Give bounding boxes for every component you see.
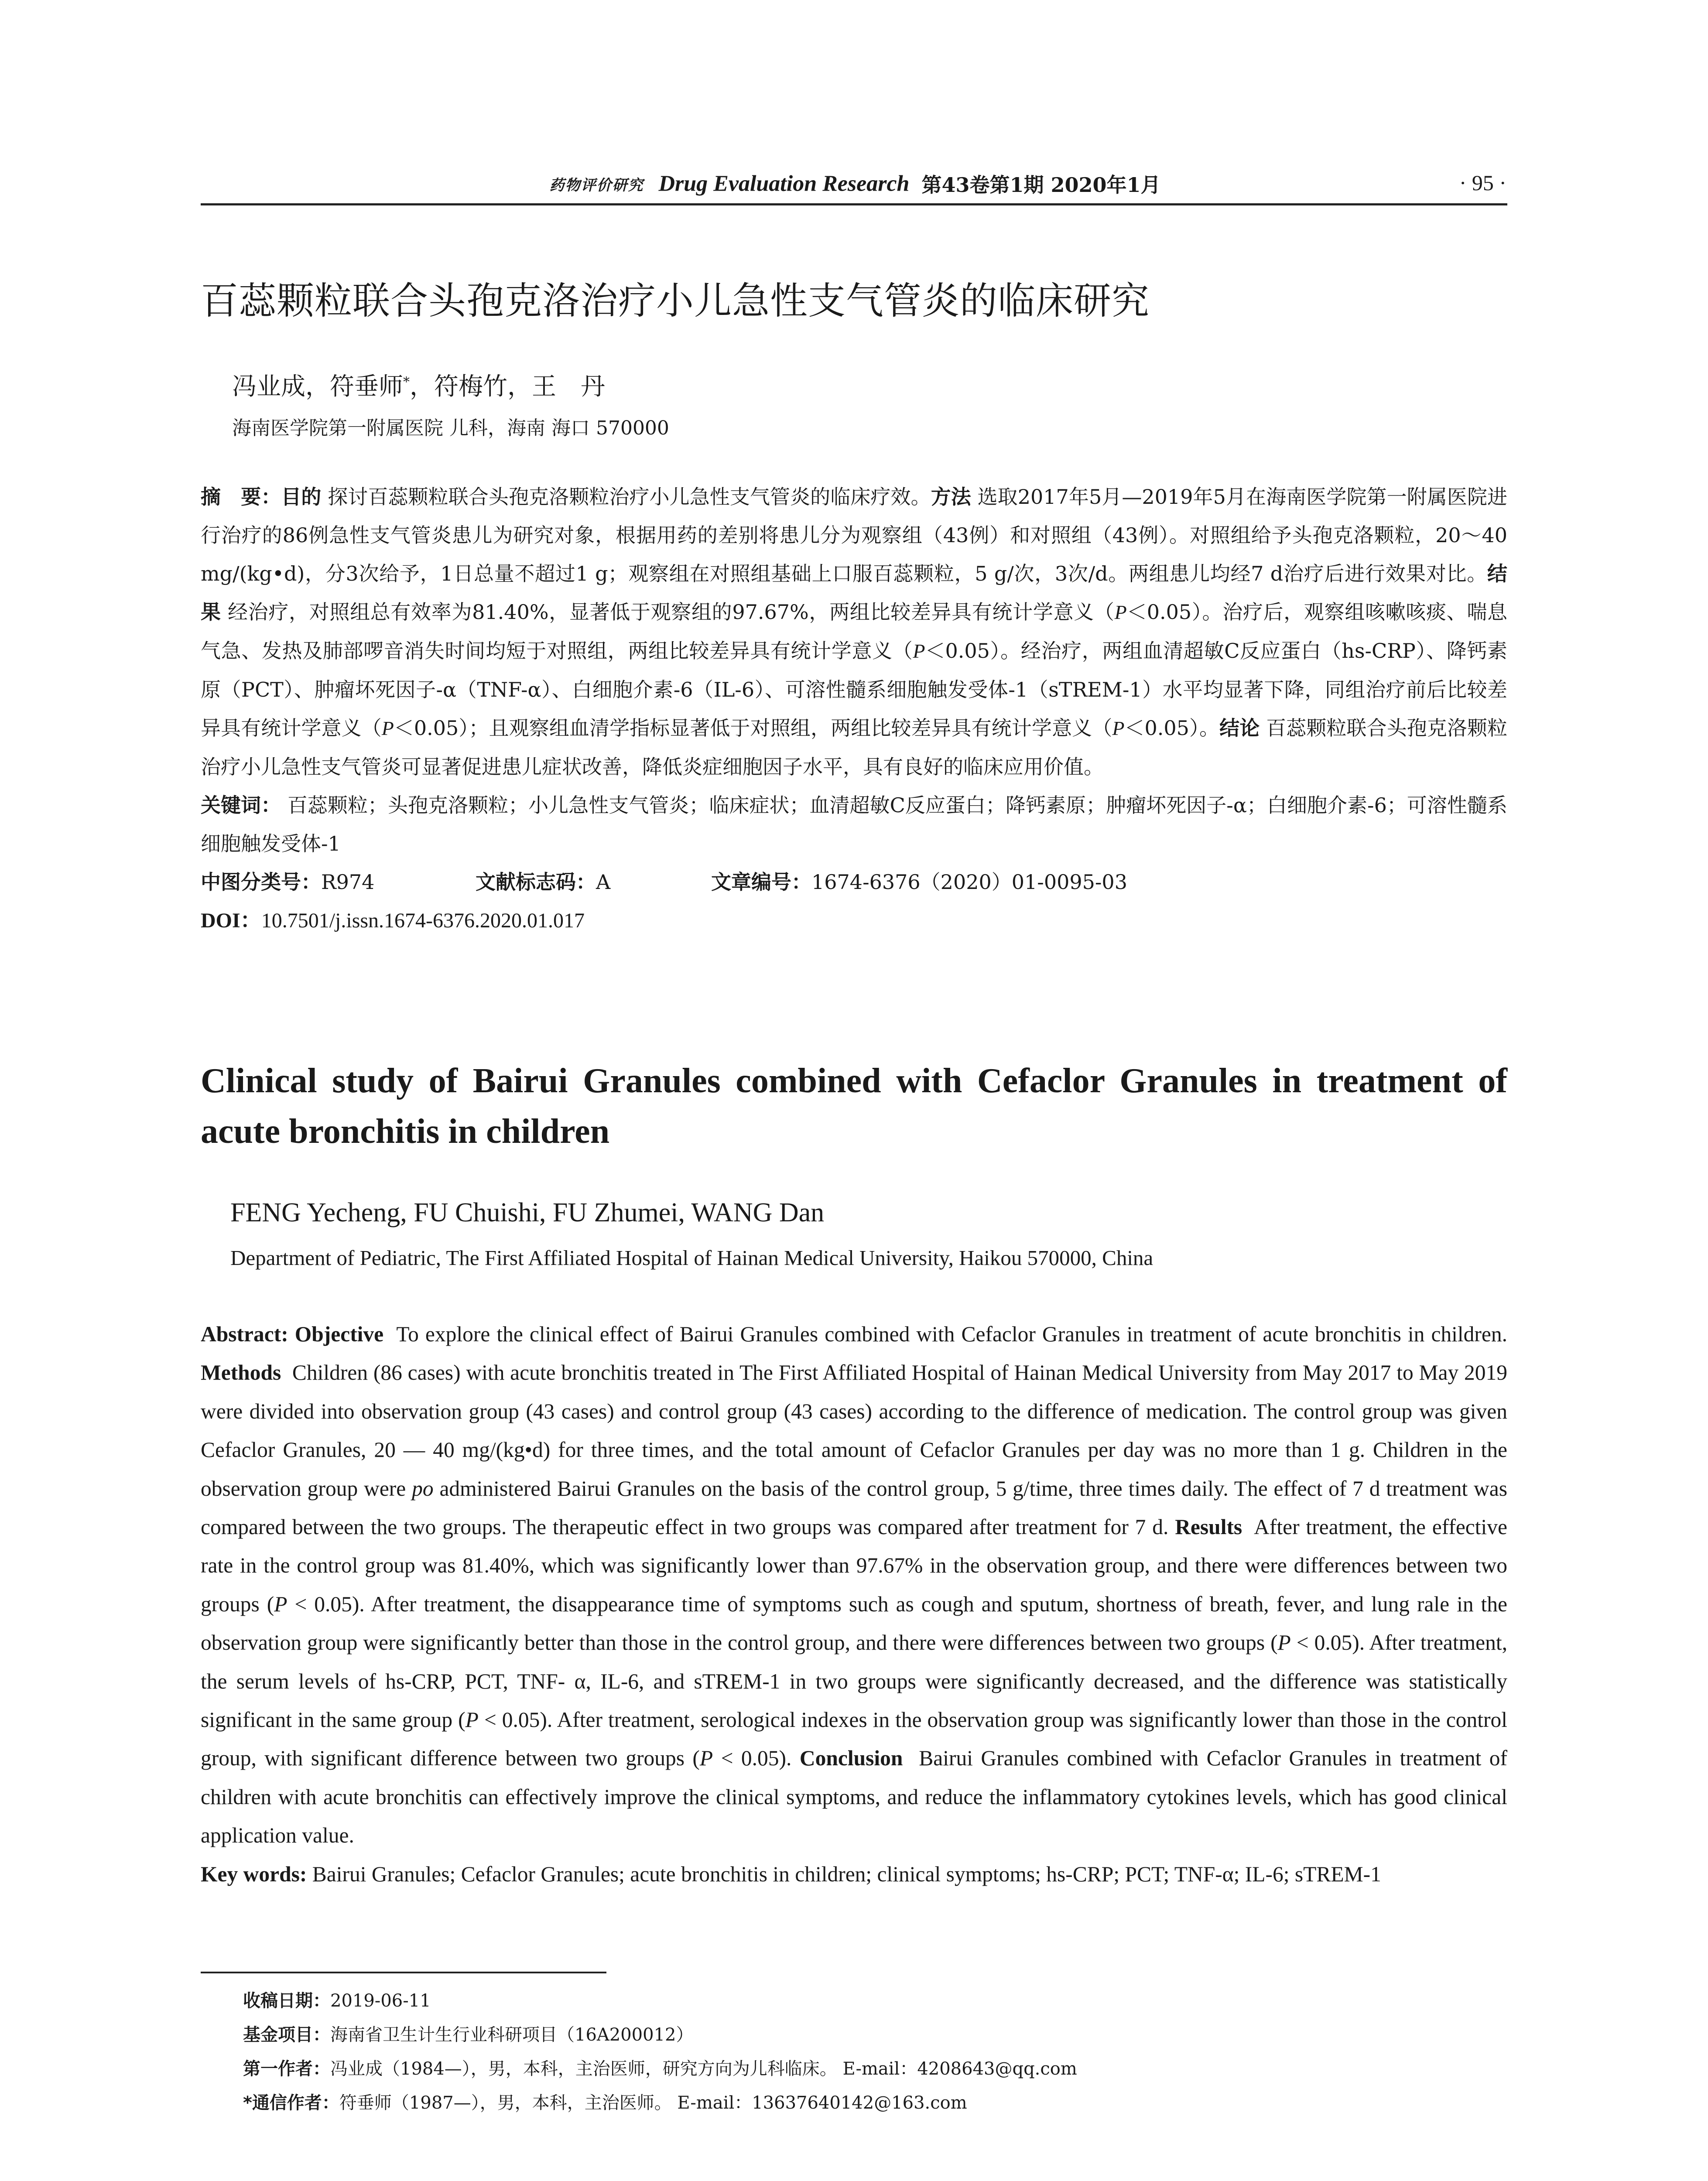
en-affiliation: Department of Pediatric, The First Affiliated Hospital of Hainan Medical University, Haikou 570000, China bbox=[230, 1246, 1153, 1270]
en-results-text-5: < 0.05). bbox=[721, 1746, 792, 1771]
doi-label: DOI： bbox=[201, 909, 261, 932]
en-p-symbol: P bbox=[465, 1708, 479, 1732]
page-number: · 95 · bbox=[1459, 171, 1506, 195]
en-title: Clinical study of Bairui Granules combined with Cefaclor Granules in treatment of acute bronchitis in children bbox=[201, 1062, 1507, 1151]
received-value: 2019-06-11 bbox=[330, 1991, 431, 2011]
journal-logo: 药物评价研究 bbox=[549, 176, 644, 194]
cn-p-symbol: P bbox=[1112, 717, 1125, 739]
cn-conclusion-text: 百蕊颗粒联合头孢克洛颗粒治疗小儿急性支气管炎可显著促进患儿症状改善，降低炎症细胞因子水平，具有良好的临床应用价值。 bbox=[201, 716, 1508, 779]
header-rule bbox=[201, 203, 1507, 205]
clc-label: 中图分类号： bbox=[201, 870, 321, 894]
cn-classification-row bbox=[201, 863, 1507, 901]
doc-code-label: 文献标志码： bbox=[476, 870, 596, 894]
cn-abstract-block bbox=[201, 478, 1507, 940]
cn-abstract bbox=[201, 478, 1507, 786]
first-author-label: 第一作者： bbox=[243, 2059, 330, 2079]
en-methods-text-2: administered Bairui Granules on the basis of the control group, 5 g/time, three times daily. The effect of 7 d treatment was compared between the two groups. The therapeutic effect in two groups was compared after treatment for 7 d. bbox=[201, 1476, 1508, 1539]
cn-results-text-1: 经治疗，对照组总有效率为81.40%，显著低于观察组的97.67%，两组比较差异具有统计学意义（ bbox=[228, 600, 1115, 624]
en-methods-text-1: Children (86 cases) with acute bronchitis treated in The First Affiliated Hospital of Hainan Medical University from May 2017 to May 2019 were divided into observation group (43 cases) and control group (43 cases) according to the difference of medication. The control group was given Cefaclor Granules, 20 — 40 mg/(kg•d) for three times, and the total amount of Cefaclor Granules per day was no more than 1 g. Children in the observation group were bbox=[201, 1361, 1508, 1501]
corresponding-mark: * bbox=[403, 374, 410, 390]
article-no-value: 1674-6376（2020）01-0095-03 bbox=[811, 870, 1127, 894]
en-results-label: Results bbox=[1175, 1515, 1242, 1539]
footnotes bbox=[243, 1984, 1077, 2120]
en-keywords-label: Key words: bbox=[201, 1862, 307, 1886]
cn-objective-text: 探讨百蕊颗粒联合头孢克洛颗粒治疗小儿急性支气管炎的临床疗效。 bbox=[328, 485, 931, 509]
doc-code-value: A bbox=[596, 870, 611, 894]
cn-authors bbox=[232, 367, 605, 402]
en-abstract-block bbox=[201, 1315, 1507, 1894]
cn-conclusion-label: 结论 bbox=[1219, 716, 1260, 740]
cn-p-symbol: P bbox=[913, 640, 925, 662]
en-results-text-1: After treatment, the effective rate in the control group was 81.40%, which was significantly lower than 97.67% in the observation group, and there were differences between two groups ( bbox=[201, 1515, 1507, 1616]
cn-p-symbol: P bbox=[381, 717, 394, 739]
en-results-text-2: < 0.05). After treatment, the disappearance time of symptoms such as cough and sputum, shortness of breath, fever, and lung rale in the observation group were significantly better than those in the control group, and there were differences between two groups ( bbox=[201, 1592, 1507, 1655]
clc-value: R974 bbox=[321, 870, 375, 894]
cn-title: 百蕊颗粒联合头孢克洛治疗小儿急性支气管炎的临床研究 bbox=[201, 279, 1150, 323]
cn-keywords bbox=[201, 786, 1507, 863]
en-objective-label: Objective bbox=[294, 1322, 384, 1346]
article-no-label: 文章编号： bbox=[711, 870, 811, 894]
cn-methods-text: 选取2017年5月—2019年5月在海南医学院第一附属医院进行治疗的86例急性支气管炎患儿为研究对象，根据用药的差别将患儿分为观察组（43例）和对照组（43例）。对照组给予头孢克洛颗粒，20～40 mg/(kg•d)，分3次给予，1日总量不超过1 g；观察组在对照组基础上口服百蕊颗粒，5 g/次，3次/d。两组患儿均经7 d治疗后进行效果对比。 bbox=[201, 485, 1508, 585]
running-header bbox=[201, 169, 1509, 200]
cn-results-text-5: ＜0.05）。 bbox=[1124, 716, 1220, 740]
footnote-first-author bbox=[243, 2052, 1077, 2086]
en-results-text-4: < 0.05). After treatment, serological indexes in the observation group was significantly lower than those in the control group, with significant difference between two groups ( bbox=[201, 1708, 1507, 1771]
journal-name: Drug Evaluation Research bbox=[658, 171, 910, 196]
en-p-symbol: P bbox=[699, 1746, 713, 1771]
cn-results-text-4: ＜0.05）；且观察组血清学指标显著低于对照组，两组比较差异具有统计学意义（ bbox=[394, 716, 1112, 740]
footnote-corresponding bbox=[243, 2086, 1077, 2120]
en-authors: FENG Yecheng, FU Chuishi, FU Zhumei, WANG Dan bbox=[230, 1198, 825, 1227]
en-keywords-text: Bairui Granules; Cefaclor Granules; acute bronchitis in children; clinical symptoms; hs-CRP; PCT; TNF-α; IL-6; sTREM-1 bbox=[312, 1862, 1381, 1886]
en-results-text-3: < 0.05). After treatment, the serum levels of hs-CRP, PCT, TNF- α, IL-6, and sTREM-1 in two groups were significantly decreased, and the difference was statistically significant in the same group ( bbox=[201, 1631, 1507, 1732]
en-p-symbol: P bbox=[274, 1592, 288, 1616]
en-methods-label: Methods bbox=[201, 1361, 281, 1385]
corresponding-value: 符垂师（1987—），男，本科，主治医师。 E-mail：13637640142@163.com bbox=[339, 2093, 967, 2113]
footnote-received bbox=[243, 1984, 1077, 2018]
cn-methods-label: 方法 bbox=[931, 485, 971, 509]
cn-doi bbox=[201, 901, 1507, 940]
footnote-rule bbox=[201, 1972, 606, 1973]
journal-issue: 第43卷第1期 2020年1月 bbox=[921, 173, 1161, 197]
received-label: 收稿日期： bbox=[243, 1991, 330, 2011]
corresponding-label: *通信作者： bbox=[243, 2093, 339, 2113]
cn-authors-rest: ，符梅竹，王 丹 bbox=[410, 373, 605, 401]
en-abstract bbox=[201, 1315, 1507, 1855]
doi-value: 10.7501/j.issn.1674-6376.2020.01.017 bbox=[261, 909, 585, 932]
en-keywords bbox=[201, 1855, 1507, 1894]
fund-label: 基金项目： bbox=[243, 2025, 330, 2045]
cn-keywords-label: 关键词： bbox=[201, 793, 281, 817]
cn-abstract-label: 摘 要： bbox=[201, 485, 281, 509]
en-objective-text: To explore the clinical effect of Bairui Granules combined with Cefaclor Granules in treatment of acute bronchitis in children. bbox=[396, 1322, 1508, 1346]
cn-results-text-2: ＜0.05）。治疗后，观察组咳嗽咳痰、喘息气急、发热及肺部啰音消失时间均短于对照组，两组比较差异具有统计学意义（ bbox=[201, 600, 1508, 663]
en-p-symbol: P bbox=[1277, 1631, 1291, 1655]
cn-authors-first: 冯业成，符垂师 bbox=[232, 373, 403, 401]
en-po: po bbox=[412, 1476, 434, 1501]
cn-results-text-3: ＜0.05）。经治疗，两组血清超敏C反应蛋白（hs-CRP）、降钙素原（PCT）、肿瘤坏死因子-α（TNF-α）、白细胞介素-6（IL-6）、可溶性髓系细胞触发受体-1（sTREM-1）水平均显著下降，同组治疗前后比较差异具有统计学意义（ bbox=[201, 639, 1507, 740]
en-abstract-label: Abstract: bbox=[201, 1322, 288, 1346]
cn-keywords-text: 百蕊颗粒；头孢克洛颗粒；小儿急性支气管炎；临床症状；血清超敏C反应蛋白；降钙素原；肿瘤坏死因子-α；白细胞介素-6；可溶性髓系细胞触发受体-1 bbox=[201, 793, 1508, 855]
cn-results-label: 结果 bbox=[201, 562, 1507, 624]
footnote-fund bbox=[243, 2018, 1077, 2052]
first-author-value: 冯业成（1984—），男，本科，主治医师，研究方向为儿科临床。 E-mail：4208643@qq.com bbox=[330, 2059, 1077, 2079]
en-conclusion-text: Bairui Granules combined with Cefaclor Granules in treatment of children with acute bronchitis can effectively improve the clinical symptoms, and reduce the inflammatory cytokines levels, which has good clinical application value. bbox=[201, 1746, 1508, 1848]
fund-value: 海南省卫生计生行业科研项目（16A200012） bbox=[330, 2025, 694, 2045]
cn-objective-label: 目的 bbox=[281, 485, 322, 509]
cn-p-symbol: P bbox=[1114, 601, 1127, 623]
en-conclusion-label: Conclusion bbox=[799, 1746, 903, 1771]
cn-affiliation: 海南医学院第一附属医院 儿科，海南 海口 570000 bbox=[232, 417, 669, 439]
